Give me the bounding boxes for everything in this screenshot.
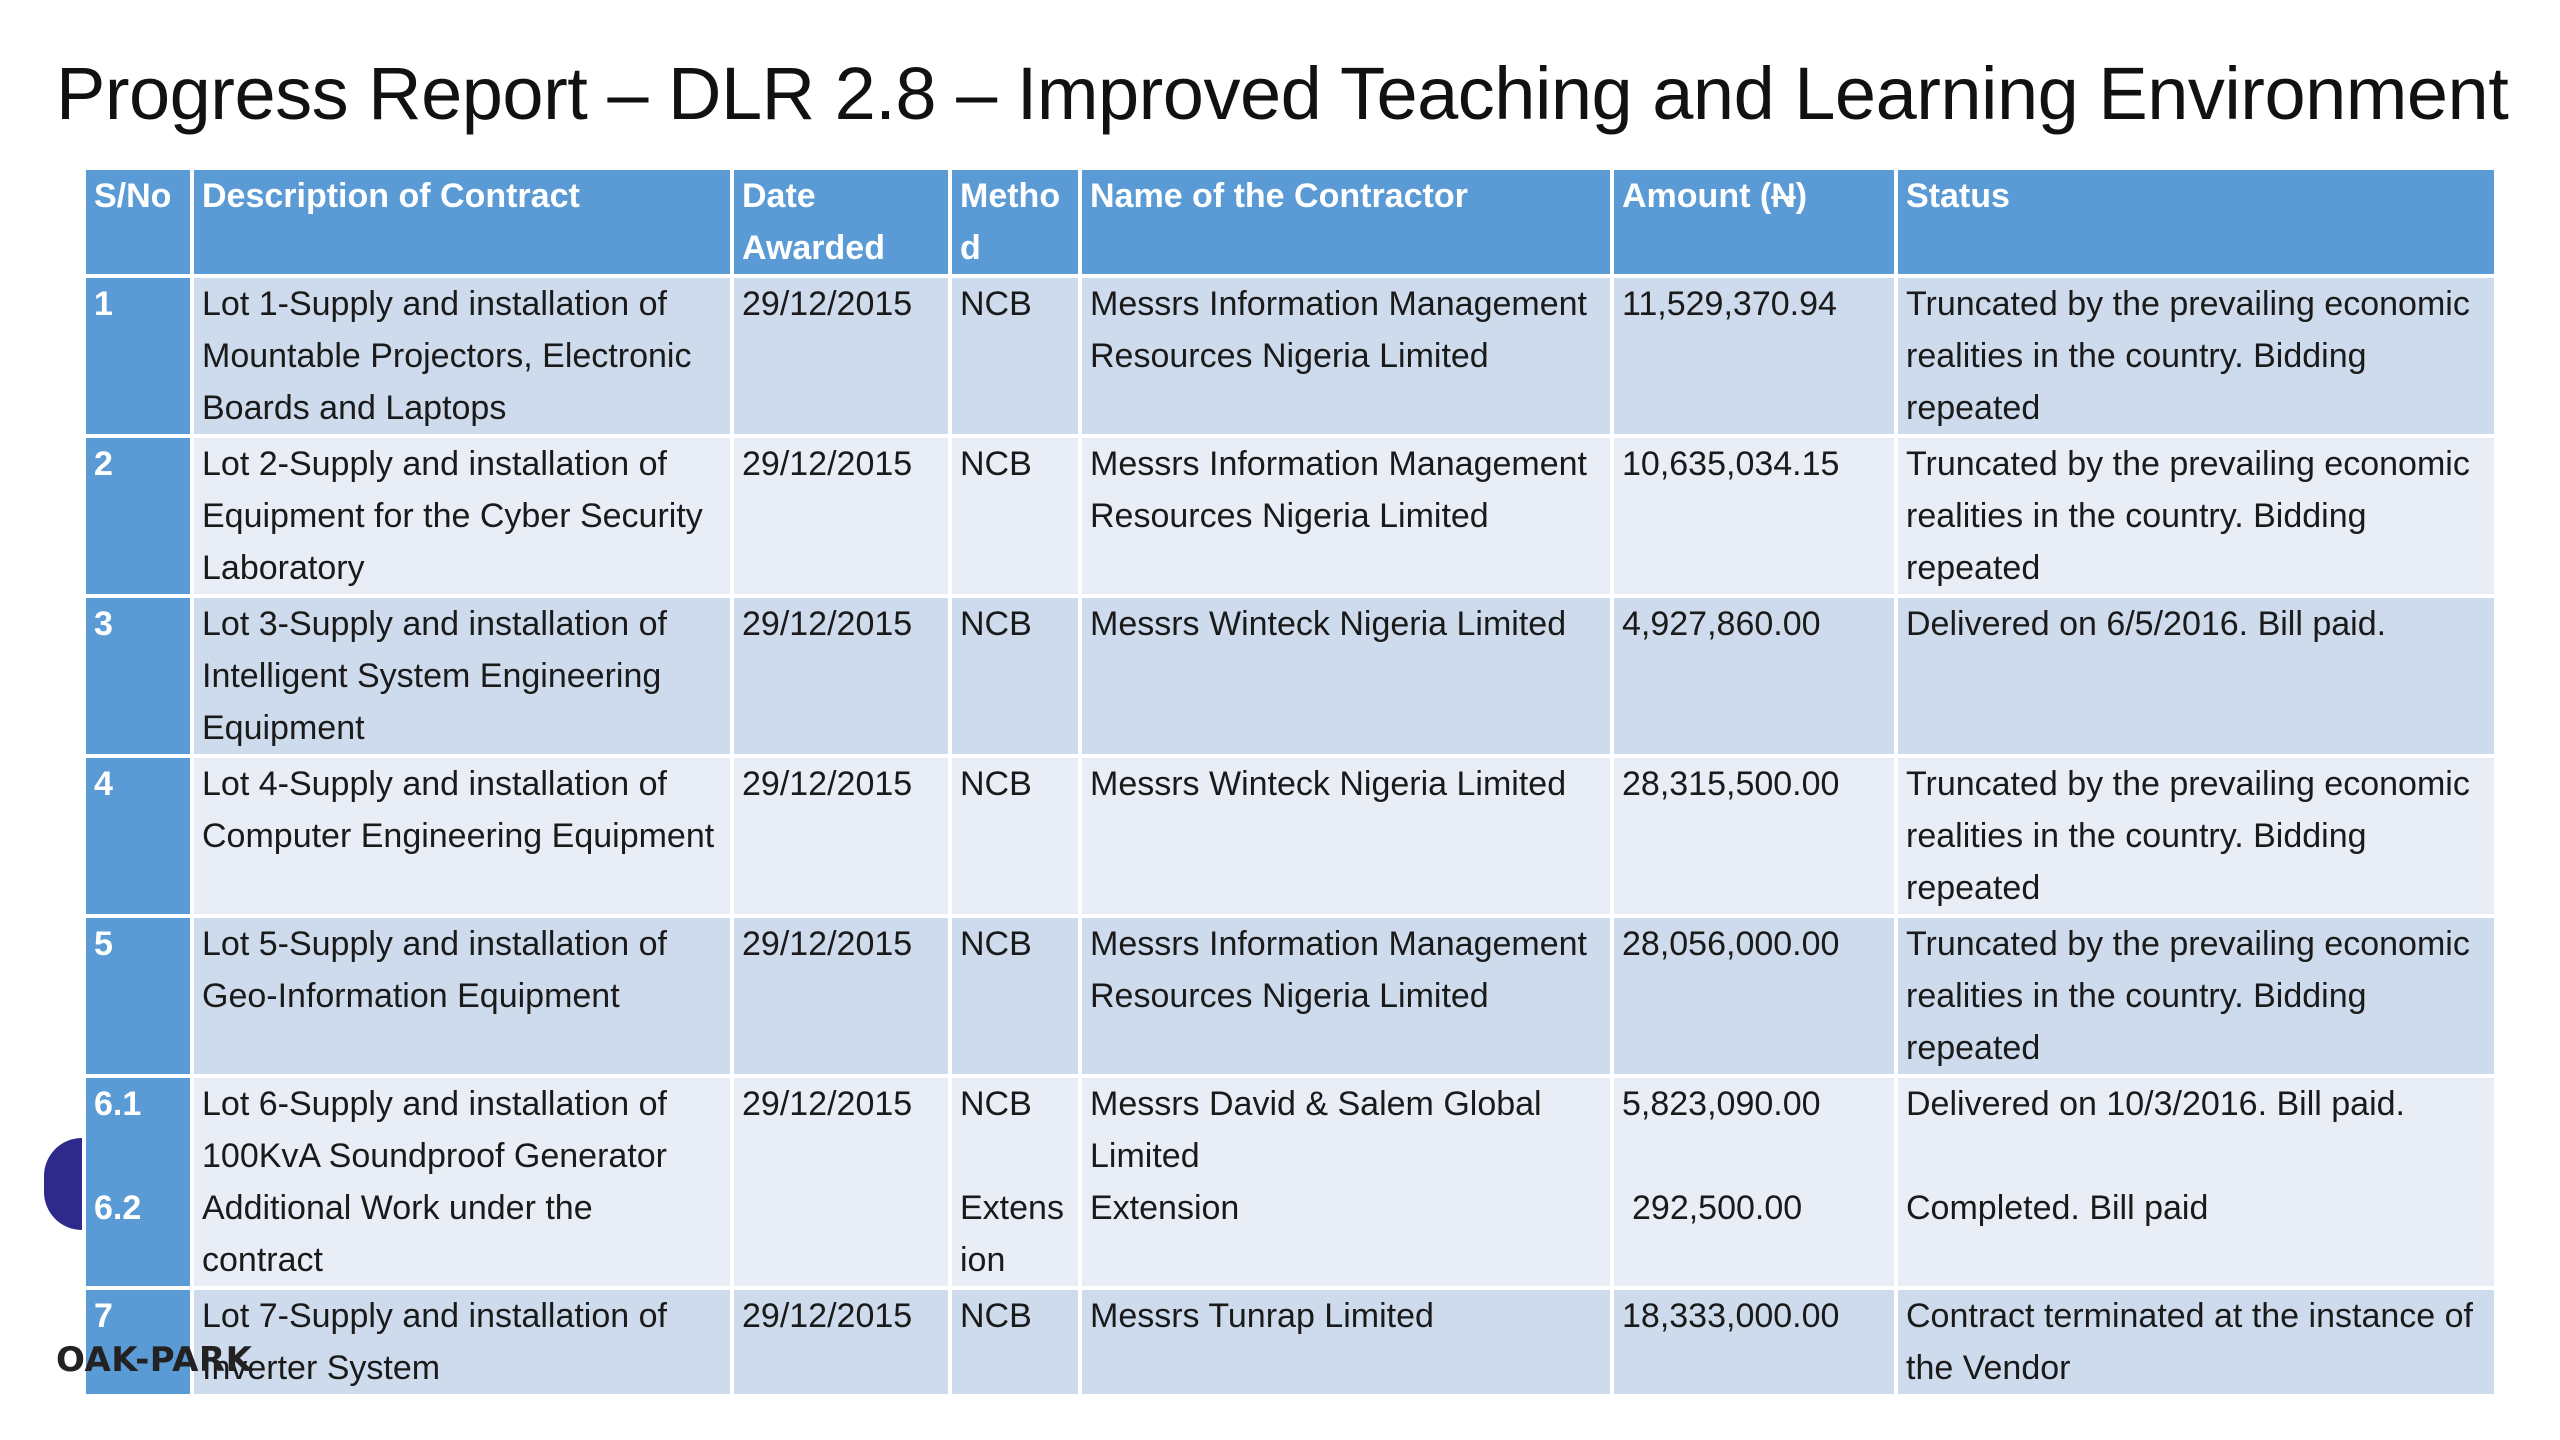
header-description: Description of Contract [192, 168, 732, 276]
row-method: NCB [950, 436, 1080, 596]
row-sn-a: 6.1 [94, 1085, 142, 1123]
row-status: Truncated by the prevailing economic realities in the country. Bidding repeated [1896, 916, 2496, 1076]
row-date: 29/12/2015 [732, 276, 950, 436]
table-row [84, 756, 2496, 916]
row-contractor: Messrs Winteck Nigeria Limited [1080, 596, 1612, 756]
header-contractor: Name of the Contractor [1080, 168, 1612, 276]
table-row [84, 1288, 2496, 1396]
row-amount: 28,315,500.00 [1612, 756, 1896, 916]
row-sn-b: 6.2 [94, 1189, 142, 1227]
row-status: Delivered on 6/5/2016. Bill paid. [1896, 596, 2496, 756]
row-method-a: NCB [960, 1085, 1032, 1123]
spacer [1622, 1130, 1886, 1182]
row-sn: 1 [84, 276, 192, 436]
row-contractor: Messrs Information Management Resources Nigeria Limited [1080, 916, 1612, 1076]
header-amount [1612, 168, 1896, 276]
table-row [84, 436, 2496, 596]
table-row [84, 596, 2496, 756]
header-amount-close: ) [1795, 177, 1808, 215]
row-amount: 4,927,860.00 [1612, 596, 1896, 756]
table-header-row [84, 168, 2496, 276]
spacer [960, 1130, 1070, 1182]
row-status: Truncated by the prevailing economic realities in the country. Bidding repeated [1896, 436, 2496, 596]
row-description: Lot 2-Supply and installation of Equipment for the Cyber Security Laboratory [192, 436, 732, 596]
table-row [84, 916, 2496, 1076]
row-sn [84, 1076, 192, 1288]
row-sn: 3 [84, 596, 192, 756]
row-amount [1612, 1076, 1896, 1288]
naira-symbol: N [1771, 177, 1796, 215]
row-method-b: Extension [960, 1189, 1064, 1279]
spacer [1906, 1130, 2486, 1182]
row-status [1896, 1076, 2496, 1288]
row-status: Contract terminated at the instance of the Vendor [1896, 1288, 2496, 1396]
row-contractor: Messrs Winteck Nigeria Limited [1080, 756, 1612, 916]
header-sn: S/No [84, 168, 192, 276]
row-contractor [1080, 1076, 1612, 1288]
table-row [84, 1076, 2496, 1288]
row-amount: 11,529,370.94 [1612, 276, 1896, 436]
header-status: Status [1896, 168, 2496, 276]
row-amount-b: 292,500.00 [1632, 1189, 1803, 1227]
row-sn: 4 [84, 756, 192, 916]
progress-table [82, 166, 2498, 1398]
row-description: Lot 3-Supply and installation of Intelligent System Engineering Equipment [192, 596, 732, 756]
logo: OAK-PARK [56, 1340, 253, 1380]
row-method: NCB [950, 1288, 1080, 1396]
row-description: Lot 1-Supply and installation of Mountable Projectors, Electronic Boards and Laptops [192, 276, 732, 436]
row-date: 29/12/2015 [732, 756, 950, 916]
row-amount: 18,333,000.00 [1612, 1288, 1896, 1396]
row-sn: 5 [84, 916, 192, 1076]
header-method: Method [950, 168, 1080, 276]
header-date: Date Awarded [732, 168, 950, 276]
row-sn: 7 [84, 1288, 192, 1396]
row-method: NCB [950, 756, 1080, 916]
row-status: Truncated by the prevailing economic realities in the country. Bidding repeated [1896, 756, 2496, 916]
table-row [84, 276, 2496, 436]
row-description: Lot 4-Supply and installation of Computer Engineering Equipment [192, 756, 732, 916]
row-method: NCB [950, 916, 1080, 1076]
row-amount: 28,056,000.00 [1612, 916, 1896, 1076]
row-description: Lot 5-Supply and installation of Geo-Information Equipment [192, 916, 732, 1076]
row-date: 29/12/2015 [732, 1076, 950, 1288]
spacer [94, 1130, 182, 1182]
row-description: Lot 7-Supply and installation of Inverter System [192, 1288, 732, 1396]
row-date: 29/12/2015 [732, 596, 950, 756]
row-status-b: Completed. Bill paid [1906, 1189, 2209, 1227]
row-method: NCB [950, 596, 1080, 756]
row-sn: 2 [84, 436, 192, 596]
row-contractor: Messrs Tunrap Limited [1080, 1288, 1612, 1396]
row-status: Truncated by the prevailing economic realities in the country. Bidding repeated [1896, 276, 2496, 436]
header-amount-label: Amount ( [1622, 177, 1772, 215]
row-status-a: Delivered on 10/3/2016. Bill paid. [1906, 1085, 2405, 1123]
row-date: 29/12/2015 [732, 436, 950, 596]
row-method: NCB [950, 276, 1080, 436]
row-contractor: Messrs Information Management Resources Nigeria Limited [1080, 276, 1612, 436]
row-description: Lot 6-Supply and installation of 100KvA Soundproof Generator Additional Work under the contract [192, 1076, 732, 1288]
row-amount-a: 5,823,090.00 [1622, 1085, 1821, 1123]
row-contractor: Messrs Information Management Resources Nigeria Limited [1080, 436, 1612, 596]
row-amount: 10,635,034.15 [1612, 436, 1896, 596]
row-contractor-a: Messrs David & Salem Global Limited [1090, 1085, 1542, 1175]
side-tab-marker [44, 1138, 82, 1230]
row-contractor-b: Extension [1090, 1189, 1240, 1227]
row-method [950, 1076, 1080, 1288]
row-date: 29/12/2015 [732, 916, 950, 1076]
row-date: 29/12/2015 [732, 1288, 950, 1396]
page-title: Progress Report – DLR 2.8 – Improved Teaching and Learning Environment [56, 52, 2509, 135]
